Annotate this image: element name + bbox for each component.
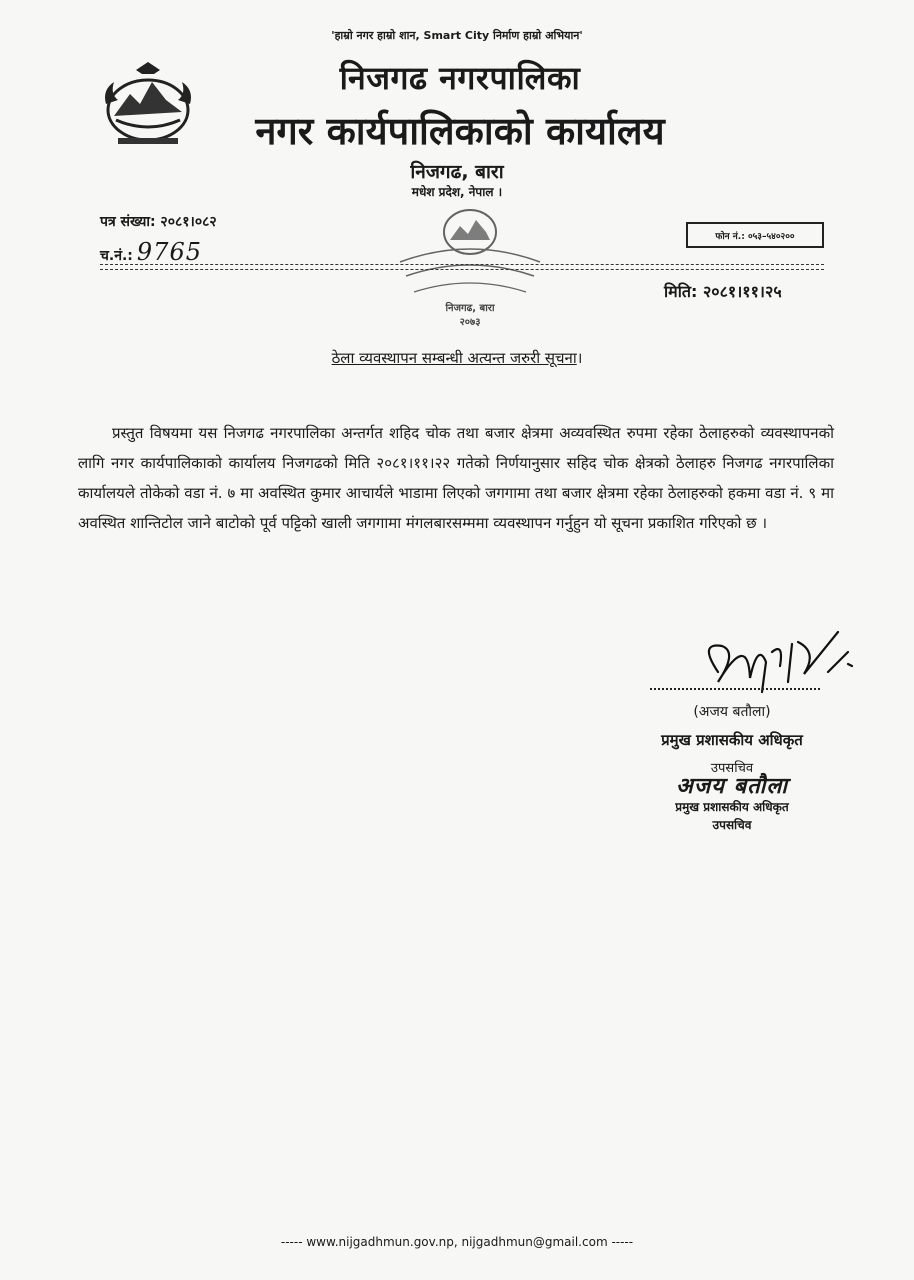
handwritten-signature-icon	[688, 622, 858, 702]
letter-number: पत्र संख्या: २०८१।०८२	[100, 214, 217, 230]
signature-line	[650, 688, 820, 690]
notice-body: प्रस्तुत विषयमा यस निजगढ नगरपालिका अन्तर्गत शहिद चोक तथा बजार क्षेत्रमा अव्यवस्थित रुपमा रहेका ठेलाहरुको व्यवस्थापनको लागि नगर कार्यपालिकाको कार्यालय निजगढको मिति २०८१।११।२२ गतेको निर्णयानुसार सहिद चोक क्षेत्रको ठेलाहरु निजगढ नगरपालिका कार्यालयले तोकेको वडा नं. ७ मा अवस्थित कुमार आचार्यले भाडामा लिएको जगगामा तथा बजार क्षेत्रमा रहेका ठेलाहरुको हकमा वडा नं. ९ मा अवस्थित शान्तिटोल जाने बाटोको पूर्व पट्टिको खाली जगगामा मंगलबारसम्ममा व्यवस्थापन गर्नुहुन यो सूचना प्रकाशित गरिएको छ ।	[78, 424, 834, 532]
subject-text: ठेला व्यवस्थापन सम्बन्धी अत्यन्त जरुरी सूचना	[331, 349, 577, 367]
stamp-designation: प्रमुख प्रशासकीय अधिकृत	[675, 800, 789, 814]
dispatch-label: च.नं.:	[100, 248, 133, 264]
dispatch-number-row	[100, 238, 202, 266]
stamp-rank-top: उपसचिव	[710, 761, 754, 776]
stamp-name: अजय बतौला	[676, 774, 788, 799]
office-name: नगर कार्यपालिकाको कार्यालय	[255, 109, 665, 153]
subject-end: ।	[576, 349, 583, 367]
seal-text	[395, 302, 545, 330]
slogan: 'हाम्रो नगर हाम्रो शान, Smart City निर्माण हाम्रो अभियान'	[331, 29, 583, 42]
signatory-name: (अजय बतौला)	[693, 704, 771, 720]
dispatch-number: 9765	[136, 238, 202, 266]
phone-box	[686, 222, 824, 248]
signatory-designation: प्रमुख प्रशासकीय अधिकृत	[661, 731, 803, 749]
stamp-rank: उपसचिव	[712, 818, 752, 832]
footer-contact: ----- www.nijgadhmun.gov.np, nijgadhmun@gmail.com -----	[280, 1235, 634, 1249]
seal-location: निजगढ, बारा	[445, 303, 495, 314]
phone-number: फोन नं.: ०५३–५४०२००	[715, 231, 795, 242]
subject-line	[0, 348, 914, 368]
seal-year: २०७३	[459, 317, 481, 328]
office-location: निजगढ, बारा	[410, 161, 504, 183]
letter-date: मिति: २०८१।११।२५	[664, 282, 782, 301]
municipality-name: निजगढ नगरपालिका	[339, 59, 581, 97]
nepal-emblem-icon	[96, 60, 200, 150]
province-line: मधेश प्रदेश, नेपाल ।	[411, 185, 503, 199]
